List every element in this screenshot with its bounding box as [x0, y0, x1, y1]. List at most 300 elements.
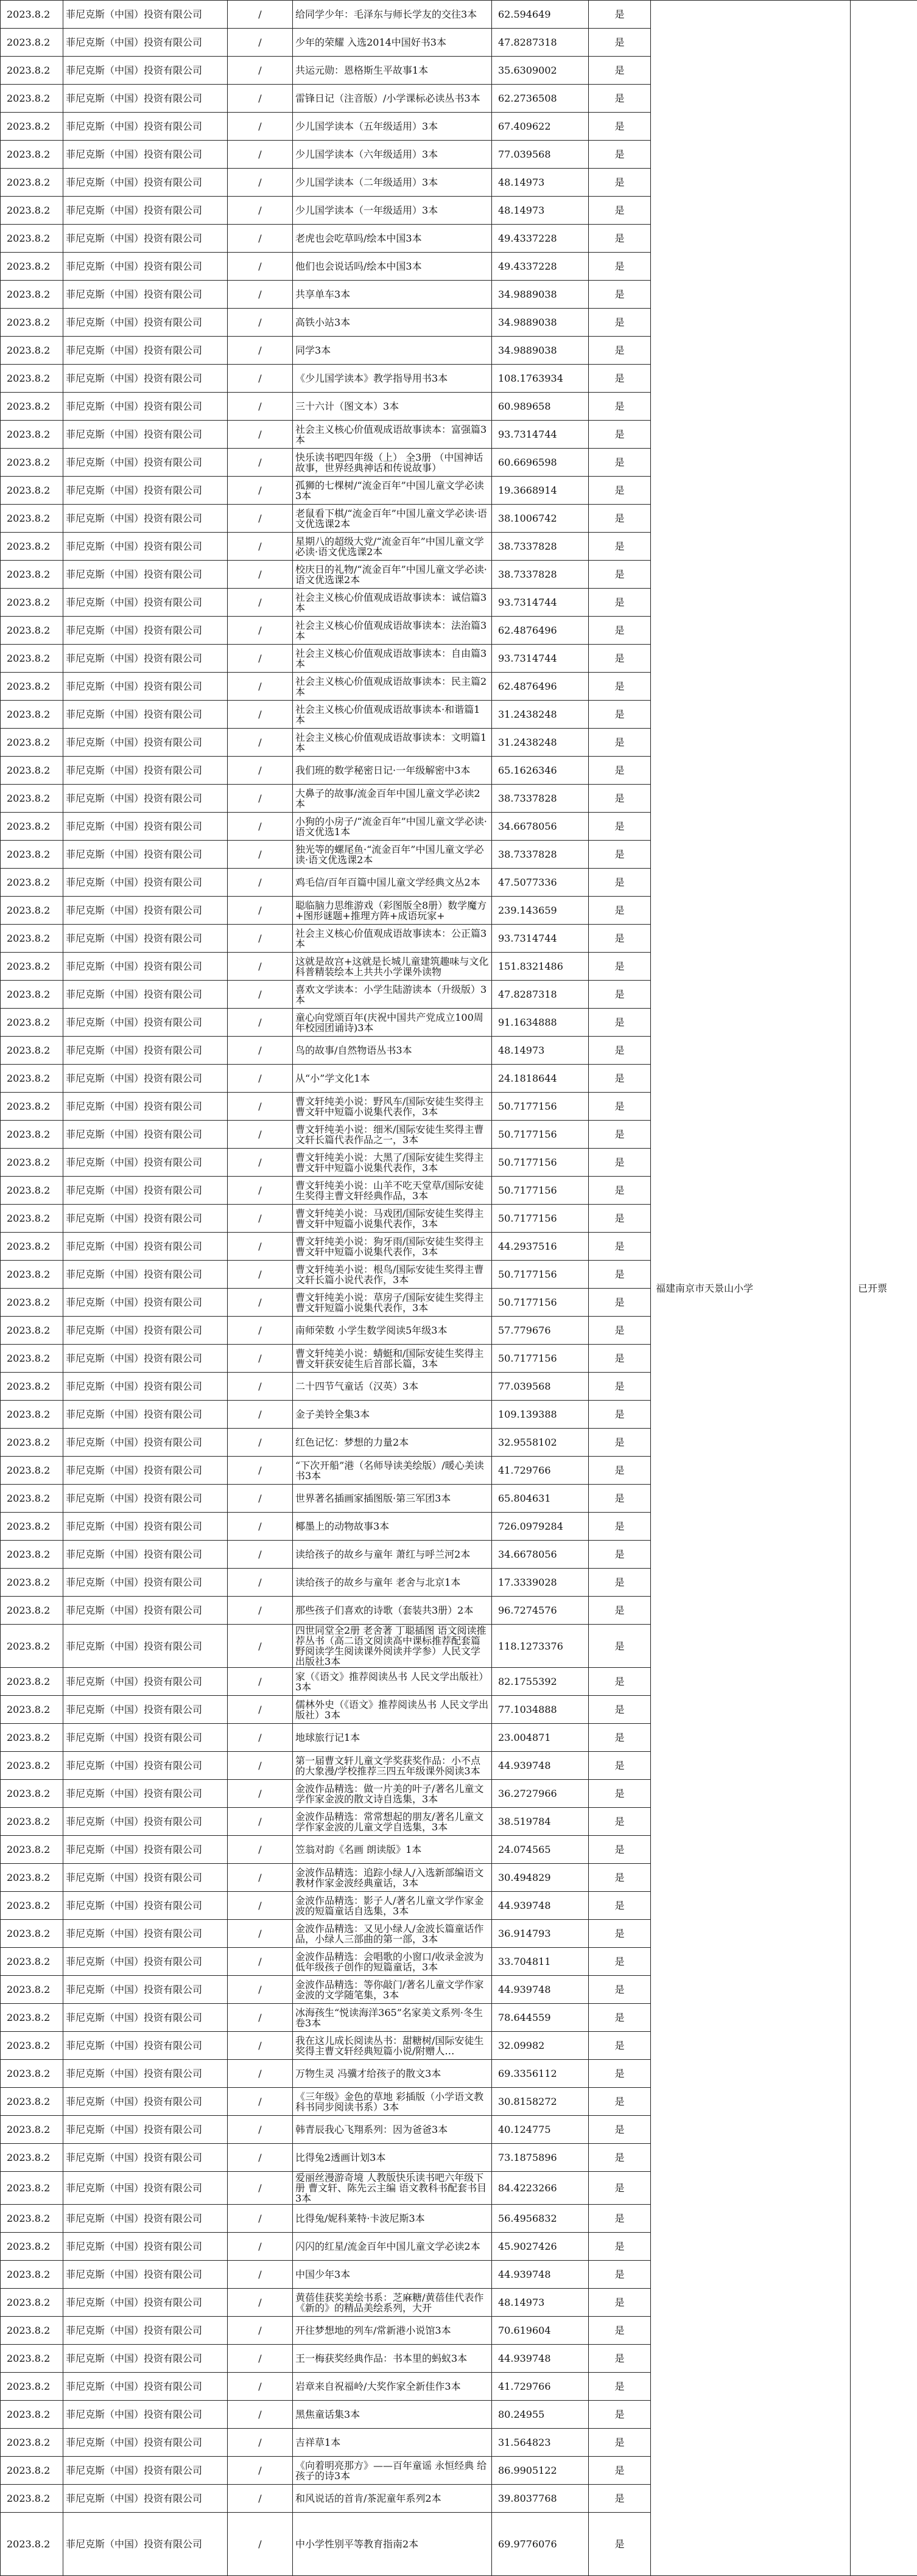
supplier-cell: 菲尼克斯（中国）投资有限公司: [63, 533, 228, 561]
date-cell: 2023.8.2: [1, 2116, 63, 2144]
amount-cell: 93.7314744: [492, 421, 589, 449]
amount-cell: 77.039568: [492, 1373, 589, 1401]
separator-cell: /: [228, 617, 293, 645]
book-title-cell: 少年的荣耀 入选2014中国好书3本: [293, 29, 492, 57]
invoiced-cell: 是: [589, 1920, 651, 1948]
separator-cell: /: [228, 1976, 293, 2004]
supplier-cell: 菲尼克斯（中国）投资有限公司: [63, 1429, 228, 1457]
separator-cell: /: [228, 701, 293, 729]
separator-cell: /: [228, 645, 293, 673]
book-title-cell: 少儿国学读本（二年级适用）3本: [293, 169, 492, 197]
book-title-cell: 岩章来自祝福岭/大奖作家全新佳作3本: [293, 2373, 492, 2401]
invoiced-cell: 是: [589, 673, 651, 701]
separator-cell: /: [228, 561, 293, 589]
supplier-cell: 菲尼克斯（中国）投资有限公司: [63, 1261, 228, 1289]
supplier-cell: 菲尼克斯（中国）投资有限公司: [63, 561, 228, 589]
date-cell: 2023.8.2: [1, 2032, 63, 2060]
invoiced-cell: 是: [589, 2345, 651, 2373]
invoiced-cell: 是: [589, 1401, 651, 1429]
amount-cell: 38.1006742: [492, 505, 589, 533]
date-cell: 2023.8.2: [1, 2513, 63, 2576]
date-cell: 2023.8.2: [1, 1289, 63, 1317]
invoiced-cell: 是: [589, 1, 651, 29]
date-cell: 2023.8.2: [1, 1345, 63, 1373]
invoiced-cell: 是: [589, 1373, 651, 1401]
separator-cell: /: [228, 393, 293, 421]
book-title-cell: 冰海孩生“悦读海洋365”名家美文系列·冬生卷3本: [293, 2004, 492, 2032]
date-cell: 2023.8.2: [1, 169, 63, 197]
book-title-cell: 孤狮的七棵树/“流金百年”中国儿童文学必读3本: [293, 477, 492, 505]
separator-cell: /: [228, 1752, 293, 1780]
amount-cell: 82.1755392: [492, 1668, 589, 1696]
supplier-cell: 菲尼克斯（中国）投资有限公司: [63, 1149, 228, 1177]
date-cell: 2023.8.2: [1, 1093, 63, 1121]
invoiced-cell: 是: [589, 1289, 651, 1317]
amount-cell: 38.519784: [492, 1808, 589, 1836]
amount-cell: 31.2438248: [492, 729, 589, 757]
amount-cell: 30.8158272: [492, 2088, 589, 2116]
book-title-cell: “下次开船”港（名师导读美绘版）/暖心美读书3本: [293, 1457, 492, 1485]
separator-cell: /: [228, 981, 293, 1009]
separator-cell: /: [228, 1836, 293, 1864]
supplier-cell: 菲尼克斯（中国）投资有限公司: [63, 1836, 228, 1864]
separator-cell: /: [228, 757, 293, 785]
invoiced-cell: 是: [589, 897, 651, 925]
invoiced-cell: 是: [589, 1093, 651, 1121]
invoiced-cell: 是: [589, 1205, 651, 1233]
date-cell: 2023.8.2: [1, 1373, 63, 1401]
supplier-cell: 菲尼克斯（中国）投资有限公司: [63, 337, 228, 365]
supplier-cell: 菲尼克斯（中国）投资有限公司: [63, 1, 228, 29]
date-cell: 2023.8.2: [1, 2004, 63, 2032]
book-title-cell: 从“小”学文化1本: [293, 1065, 492, 1093]
book-title-cell: 曹文轩纯美小说：草房子/国际安徒生奖得主曹文轩短篇小说集代表作，3本: [293, 1289, 492, 1317]
amount-cell: 50.7177156: [492, 1205, 589, 1233]
separator-cell: /: [228, 869, 293, 897]
invoiced-cell: 是: [589, 2116, 651, 2144]
amount-cell: 80.24955: [492, 2401, 589, 2429]
supplier-cell: 菲尼克斯（中国）投资有限公司: [63, 925, 228, 953]
amount-cell: 93.7314744: [492, 645, 589, 673]
date-cell: 2023.8.2: [1, 1149, 63, 1177]
supplier-cell: 菲尼克斯（中国）投资有限公司: [63, 1569, 228, 1597]
date-cell: 2023.8.2: [1, 1205, 63, 1233]
date-cell: 2023.8.2: [1, 1625, 63, 1668]
invoiced-cell: 是: [589, 1261, 651, 1289]
date-cell: 2023.8.2: [1, 1920, 63, 1948]
date-cell: 2023.8.2: [1, 477, 63, 505]
separator-cell: /: [228, 925, 293, 953]
separator-cell: /: [228, 2345, 293, 2373]
book-title-cell: 金子美铃全集3本: [293, 1401, 492, 1429]
book-title-cell: 社会主义核心价值观成语故事读本：文明篇1本: [293, 729, 492, 757]
supplier-cell: 菲尼克斯（中国）投资有限公司: [63, 2233, 228, 2261]
invoiced-cell: 是: [589, 1808, 651, 1836]
amount-cell: 34.6678056: [492, 813, 589, 841]
book-title-cell: 校庆日的礼物/“流金百年”中国儿童文学必读·语文优选课2本: [293, 561, 492, 589]
amount-cell: 57.779676: [492, 1317, 589, 1345]
separator-cell: /: [228, 1808, 293, 1836]
supplier-cell: 菲尼克斯（中国）投资有限公司: [63, 1948, 228, 1976]
date-cell: 2023.8.2: [1, 2261, 63, 2289]
separator-cell: /: [228, 589, 293, 617]
amount-cell: 84.4223266: [492, 2172, 589, 2205]
book-title-cell: 这就是故宫+这就是长城儿童建筑趣味与文化科普精装绘本上共共小学课外读物: [293, 953, 492, 981]
book-title-cell: 金波作品精选：做一片美的叶子/著名儿童文学作家金波的散文诗自选集，3本: [293, 1780, 492, 1808]
supplier-cell: 菲尼克斯（中国）投资有限公司: [63, 2317, 228, 2345]
supplier-cell: 菲尼克斯（中国）投资有限公司: [63, 2172, 228, 2205]
separator-cell: /: [228, 1485, 293, 1513]
book-title-cell: 少儿国学读本（五年级适用）3本: [293, 113, 492, 141]
supplier-cell: 菲尼克斯（中国）投资有限公司: [63, 2457, 228, 2485]
date-cell: 2023.8.2: [1, 2485, 63, 2513]
supplier-cell: 菲尼克斯（中国）投资有限公司: [63, 1864, 228, 1892]
invoiced-cell: 是: [589, 813, 651, 841]
amount-cell: 50.7177156: [492, 1261, 589, 1289]
amount-cell: 48.14973: [492, 169, 589, 197]
separator-cell: /: [228, 2289, 293, 2317]
invoiced-cell: 是: [589, 281, 651, 309]
supplier-cell: 菲尼克斯（中国）投资有限公司: [63, 281, 228, 309]
amount-cell: 62.594649: [492, 1, 589, 29]
separator-cell: /: [228, 1149, 293, 1177]
supplier-cell: 菲尼克斯（中国）投资有限公司: [63, 2032, 228, 2060]
supplier-cell: 菲尼克斯（中国）投资有限公司: [63, 1808, 228, 1836]
amount-cell: 62.2736508: [492, 85, 589, 113]
book-title-cell: 雷锋日记（注音版）/小学课标必读丛书3本: [293, 85, 492, 113]
book-title-cell: 第一届曹文轩儿童文学奖获奖作品：小不点的大象漫/学校推荐三四五年级课外阅读3本: [293, 1752, 492, 1780]
amount-cell: 40.124775: [492, 2116, 589, 2144]
date-cell: 2023.8.2: [1, 1037, 63, 1065]
supplier-cell: 菲尼克斯（中国）投资有限公司: [63, 1233, 228, 1261]
separator-cell: /: [228, 1696, 293, 1724]
separator-cell: /: [228, 477, 293, 505]
invoiced-cell: 是: [589, 85, 651, 113]
date-cell: 2023.8.2: [1, 981, 63, 1009]
date-cell: 2023.8.2: [1, 2373, 63, 2401]
book-title-cell: 南师荣数 小学生数学阅读5年级3本: [293, 1317, 492, 1345]
book-title-cell: 曹文轩纯美小说：马戏团/国际安徒生奖得主曹文轩中短篇小说集代表作，3本: [293, 1205, 492, 1233]
date-cell: 2023.8.2: [1, 1836, 63, 1864]
supplier-cell: 菲尼克斯（中国）投资有限公司: [63, 1373, 228, 1401]
amount-cell: 38.7337828: [492, 785, 589, 813]
amount-cell: 50.7177156: [492, 1121, 589, 1149]
separator-cell: /: [228, 421, 293, 449]
amount-cell: 49.4337228: [492, 253, 589, 281]
separator-cell: /: [228, 253, 293, 281]
book-title-cell: 社会主义核心价值观成语故事读本·和谐篇1本: [293, 701, 492, 729]
amount-cell: 44.2937516: [492, 1233, 589, 1261]
date-cell: 2023.8.2: [1, 2060, 63, 2088]
separator-cell: /: [228, 1780, 293, 1808]
date-cell: 2023.8.2: [1, 113, 63, 141]
date-cell: 2023.8.2: [1, 1541, 63, 1569]
book-title-cell: 曹文轩纯美小说：蜻蜓和/国际安徒生奖得主曹文轩获安徒生后首部长篇，3本: [293, 1345, 492, 1373]
supplier-cell: 菲尼克斯（中国）投资有限公司: [63, 897, 228, 925]
school-cell: 福建南京市天景山小学: [651, 1, 851, 2576]
supplier-cell: 菲尼克斯（中国）投资有限公司: [63, 2513, 228, 2576]
amount-cell: 91.1634888: [492, 1009, 589, 1037]
book-title-cell: 曹文轩纯美小说：根鸟/国际安徒生奖得主曹文轩长篇小说代表作，3本: [293, 1261, 492, 1289]
supplier-cell: 菲尼克斯（中国）投资有限公司: [63, 645, 228, 673]
separator-cell: /: [228, 2429, 293, 2457]
separator-cell: /: [228, 1429, 293, 1457]
supplier-cell: 菲尼克斯（中国）投资有限公司: [63, 2205, 228, 2233]
book-title-cell: 少儿国学读本（六年级适用）3本: [293, 141, 492, 169]
separator-cell: /: [228, 1009, 293, 1037]
invoiced-cell: 是: [589, 1780, 651, 1808]
date-cell: 2023.8.2: [1, 197, 63, 225]
date-cell: 2023.8.2: [1, 141, 63, 169]
amount-cell: 23.004871: [492, 1724, 589, 1752]
book-title-cell: 社会主义核心价值观成语故事读本：民主篇2本: [293, 673, 492, 701]
separator-cell: /: [228, 225, 293, 253]
supplier-cell: 菲尼克斯（中国）投资有限公司: [63, 673, 228, 701]
invoiced-cell: 是: [589, 1597, 651, 1625]
separator-cell: /: [228, 897, 293, 925]
amount-cell: 69.9776076: [492, 2513, 589, 2576]
book-title-cell: 共运元勋：恩格斯生平故事1本: [293, 57, 492, 85]
date-cell: 2023.8.2: [1, 505, 63, 533]
invoiced-cell: 是: [589, 1485, 651, 1513]
book-title-cell: 椰墨上的动物故事3本: [293, 1513, 492, 1541]
date-cell: 2023.8.2: [1, 897, 63, 925]
invoiced-cell: 是: [589, 1457, 651, 1485]
book-title-cell: 星期八的超级大党/“流金百年”中国儿童文学必读·语文优选课2本: [293, 533, 492, 561]
date-cell: 2023.8.2: [1, 1780, 63, 1808]
invoiced-cell: 是: [589, 197, 651, 225]
separator-cell: /: [228, 1569, 293, 1597]
invoiced-cell: 是: [589, 2205, 651, 2233]
invoiced-cell: 是: [589, 2429, 651, 2457]
date-cell: 2023.8.2: [1, 673, 63, 701]
book-title-cell: 聪临脑力思维游戏（彩图版全8册）数学魔方+图形谜题+推理方阵+成语玩家+: [293, 897, 492, 925]
supplier-cell: 菲尼克斯（中国）投资有限公司: [63, 1205, 228, 1233]
book-title-cell: 三十六计（图文本）3本: [293, 393, 492, 421]
invoiced-cell: 是: [589, 1317, 651, 1345]
book-title-cell: 金波作品精选：追踪小绿人/入选新部编语文教材作家金波经典童话，3本: [293, 1864, 492, 1892]
separator-cell: /: [228, 673, 293, 701]
book-title-cell: 社会主义核心价值观成语故事读本：诚信篇3本: [293, 589, 492, 617]
invoiced-cell: 是: [589, 757, 651, 785]
separator-cell: /: [228, 2144, 293, 2172]
date-cell: 2023.8.2: [1, 1864, 63, 1892]
amount-cell: 93.7314744: [492, 925, 589, 953]
date-cell: 2023.8.2: [1, 1, 63, 29]
separator-cell: /: [228, 1121, 293, 1149]
amount-cell: 41.729766: [492, 1457, 589, 1485]
separator-cell: /: [228, 1597, 293, 1625]
invoiced-cell: 是: [589, 505, 651, 533]
invoiced-cell: 是: [589, 253, 651, 281]
amount-cell: 44.939748: [492, 2345, 589, 2373]
supplier-cell: 菲尼克斯（中国）投资有限公司: [63, 1457, 228, 1485]
book-title-cell: 四世同堂全2册 老舍著 丁聪插图 语文阅读推荐丛书（高二语文阅读高中课标推荐配套篇野阅读学生阅读课外阅读并学参）人民文学出版社3本: [293, 1625, 492, 1668]
separator-cell: /: [228, 57, 293, 85]
date-cell: 2023.8.2: [1, 1948, 63, 1976]
amount-cell: 34.9889038: [492, 337, 589, 365]
amount-cell: 35.6309002: [492, 57, 589, 85]
invoiced-cell: 是: [589, 421, 651, 449]
book-title-cell: 和风说话的首肯/茶泥童年系列2本: [293, 2485, 492, 2513]
amount-cell: 56.4956832: [492, 2205, 589, 2233]
separator-cell: /: [228, 337, 293, 365]
supplier-cell: 菲尼克斯（中国）投资有限公司: [63, 1485, 228, 1513]
amount-cell: 36.914793: [492, 1920, 589, 1948]
date-cell: 2023.8.2: [1, 1429, 63, 1457]
date-cell: 2023.8.2: [1, 2144, 63, 2172]
amount-cell: 19.3668914: [492, 477, 589, 505]
invoiced-cell: 是: [589, 337, 651, 365]
book-title-cell: 小狗的小房子/“流金百年”中国儿童文学必读·语文优选1本: [293, 813, 492, 841]
book-title-cell: 比得兔2透画计划3本: [293, 2144, 492, 2172]
supplier-cell: 菲尼克斯（中国）投资有限公司: [63, 2144, 228, 2172]
separator-cell: /: [228, 1065, 293, 1093]
invoiced-cell: 是: [589, 477, 651, 505]
book-title-cell: 金波作品精选：常常想起的朋友/著名儿童文学作家金波的儿童文学自选集，3本: [293, 1808, 492, 1836]
date-cell: 2023.8.2: [1, 1668, 63, 1696]
invoiced-cell: 是: [589, 2289, 651, 2317]
separator-cell: /: [228, 1457, 293, 1485]
separator-cell: /: [228, 1177, 293, 1205]
separator-cell: /: [228, 1724, 293, 1752]
date-cell: 2023.8.2: [1, 1513, 63, 1541]
invoiced-cell: 是: [589, 1752, 651, 1780]
supplier-cell: 菲尼克斯（中国）投资有限公司: [63, 2088, 228, 2116]
separator-cell: /: [228, 1541, 293, 1569]
date-cell: 2023.8.2: [1, 1724, 63, 1752]
supplier-cell: 菲尼克斯（中国）投资有限公司: [63, 393, 228, 421]
invoiced-cell: 是: [589, 589, 651, 617]
supplier-cell: 菲尼克斯（中国）投资有限公司: [63, 2004, 228, 2032]
separator-cell: /: [228, 2004, 293, 2032]
supplier-cell: 菲尼克斯（中国）投资有限公司: [63, 1752, 228, 1780]
supplier-cell: 菲尼克斯（中国）投资有限公司: [63, 813, 228, 841]
invoiced-cell: 是: [589, 1345, 651, 1373]
date-cell: 2023.8.2: [1, 2317, 63, 2345]
amount-cell: 17.3339028: [492, 1569, 589, 1597]
invoiced-cell: 是: [589, 1892, 651, 1920]
book-title-cell: 社会主义核心价值观成语故事读本：自由篇3本: [293, 645, 492, 673]
supplier-cell: 菲尼克斯（中国）投资有限公司: [63, 1401, 228, 1429]
date-cell: 2023.8.2: [1, 309, 63, 337]
date-cell: 2023.8.2: [1, 1121, 63, 1149]
separator-cell: /: [228, 365, 293, 393]
invoiced-cell: 是: [589, 2317, 651, 2345]
separator-cell: /: [228, 1864, 293, 1892]
date-cell: 2023.8.2: [1, 1808, 63, 1836]
supplier-cell: 菲尼克斯（中国）投资有限公司: [63, 29, 228, 57]
invoiced-cell: 是: [589, 561, 651, 589]
invoiced-cell: 是: [589, 645, 651, 673]
invoiced-cell: 是: [589, 1177, 651, 1205]
amount-cell: 30.494829: [492, 1864, 589, 1892]
date-cell: 2023.8.2: [1, 757, 63, 785]
invoiced-cell: 是: [589, 1668, 651, 1696]
book-title-cell: 黄蓓佳获奖美绘书系：芝麻糖/黄蓓佳代表作《新的》的精品美绘系列，大开: [293, 2289, 492, 2317]
invoiced-cell: 是: [589, 2261, 651, 2289]
supplier-cell: 菲尼克斯（中国）投资有限公司: [63, 2345, 228, 2373]
book-title-cell: 爱丽丝漫游奇境 人教版快乐读书吧六年级下册 曹文轩、陈先云主编 语文教科书配套书目3本: [293, 2172, 492, 2205]
supplier-cell: 菲尼克斯（中国）投资有限公司: [63, 1037, 228, 1065]
book-title-cell: 喜欢文学读本：小学生陆游读本（升级版）3本: [293, 981, 492, 1009]
table-body: [1, 1, 917, 2576]
separator-cell: /: [228, 113, 293, 141]
supplier-cell: 菲尼克斯（中国）投资有限公司: [63, 2429, 228, 2457]
separator-cell: /: [228, 533, 293, 561]
amount-cell: 726.0979284: [492, 1513, 589, 1541]
separator-cell: /: [228, 785, 293, 813]
book-title-cell: 鸡毛信/百年百篇中国儿童文学经典文丛2本: [293, 869, 492, 897]
date-cell: 2023.8.2: [1, 1457, 63, 1485]
date-cell: 2023.8.2: [1, 533, 63, 561]
book-title-cell: 地球旅行记1本: [293, 1724, 492, 1752]
date-cell: 2023.8.2: [1, 421, 63, 449]
book-title-cell: 老鼠看下棋/“流金百年”中国儿童文学必读·语文优选课2本: [293, 505, 492, 533]
amount-cell: 47.8287318: [492, 29, 589, 57]
invoiced-cell: 是: [589, 925, 651, 953]
amount-cell: 48.14973: [492, 1037, 589, 1065]
book-title-cell: 比得兔/妮科莱特·卡波尼斯3本: [293, 2205, 492, 2233]
book-title-cell: 《向着明亮那方》——百年童谣 永恒经典 给孩子的诗3本: [293, 2457, 492, 2485]
supplier-cell: 菲尼克斯（中国）投资有限公司: [63, 1625, 228, 1668]
date-cell: 2023.8.2: [1, 1976, 63, 2004]
separator-cell: /: [228, 281, 293, 309]
book-title-cell: 读给孩子的故乡与童年 萧红与呼兰河2本: [293, 1541, 492, 1569]
date-cell: 2023.8.2: [1, 1892, 63, 1920]
supplier-cell: 菲尼克斯（中国）投资有限公司: [63, 2485, 228, 2513]
supplier-cell: 菲尼克斯（中国）投资有限公司: [63, 2261, 228, 2289]
amount-cell: 60.6696598: [492, 449, 589, 477]
separator-cell: /: [228, 729, 293, 757]
amount-cell: 31.2438248: [492, 701, 589, 729]
amount-cell: 24.1818644: [492, 1065, 589, 1093]
date-cell: 2023.8.2: [1, 57, 63, 85]
amount-cell: 31.564823: [492, 2429, 589, 2457]
book-title-cell: 少儿国学读本（一年级适用）3本: [293, 197, 492, 225]
invoiced-cell: 是: [589, 393, 651, 421]
amount-cell: 32.9558102: [492, 1429, 589, 1457]
invoiced-cell: 是: [589, 2457, 651, 2485]
book-title-cell: 红色记忆：梦想的力量2本: [293, 1429, 492, 1457]
amount-cell: 34.6678056: [492, 1541, 589, 1569]
date-cell: 2023.8.2: [1, 1752, 63, 1780]
invoiced-cell: 是: [589, 2004, 651, 2032]
supplier-cell: 菲尼克斯（中国）投资有限公司: [63, 197, 228, 225]
amount-cell: 65.1626346: [492, 757, 589, 785]
book-title-cell: 我在这儿成长阅读丛书：甜糖树/国际安徒生奖得主曹文轩经典短篇小说/附赠人…: [293, 2032, 492, 2060]
amount-cell: 24.074565: [492, 1836, 589, 1864]
date-cell: 2023.8.2: [1, 1569, 63, 1597]
book-title-cell: 金波作品精选：会唱歌的小窗口/收录金波为低年级孩子创作的短篇童话，3本: [293, 1948, 492, 1976]
separator-cell: /: [228, 1037, 293, 1065]
date-cell: 2023.8.2: [1, 1177, 63, 1205]
date-cell: 2023.8.2: [1, 729, 63, 757]
supplier-cell: 菲尼克斯（中国）投资有限公司: [63, 1093, 228, 1121]
separator-cell: /: [228, 1513, 293, 1541]
book-title-cell: 共享单车3本: [293, 281, 492, 309]
invoiced-cell: 是: [589, 701, 651, 729]
supplier-cell: 菲尼克斯（中国）投资有限公司: [63, 981, 228, 1009]
supplier-cell: 菲尼克斯（中国）投资有限公司: [63, 365, 228, 393]
invoiced-cell: 是: [589, 1864, 651, 1892]
separator-cell: /: [228, 309, 293, 337]
book-title-cell: 老虎也会吃草吗/绘本中国3本: [293, 225, 492, 253]
supplier-cell: 菲尼克斯（中国）投资有限公司: [63, 1780, 228, 1808]
book-title-cell: 社会主义核心价值观成语故事读本：公正篇3本: [293, 925, 492, 953]
invoiced-cell: 是: [589, 309, 651, 337]
separator-cell: /: [228, 29, 293, 57]
